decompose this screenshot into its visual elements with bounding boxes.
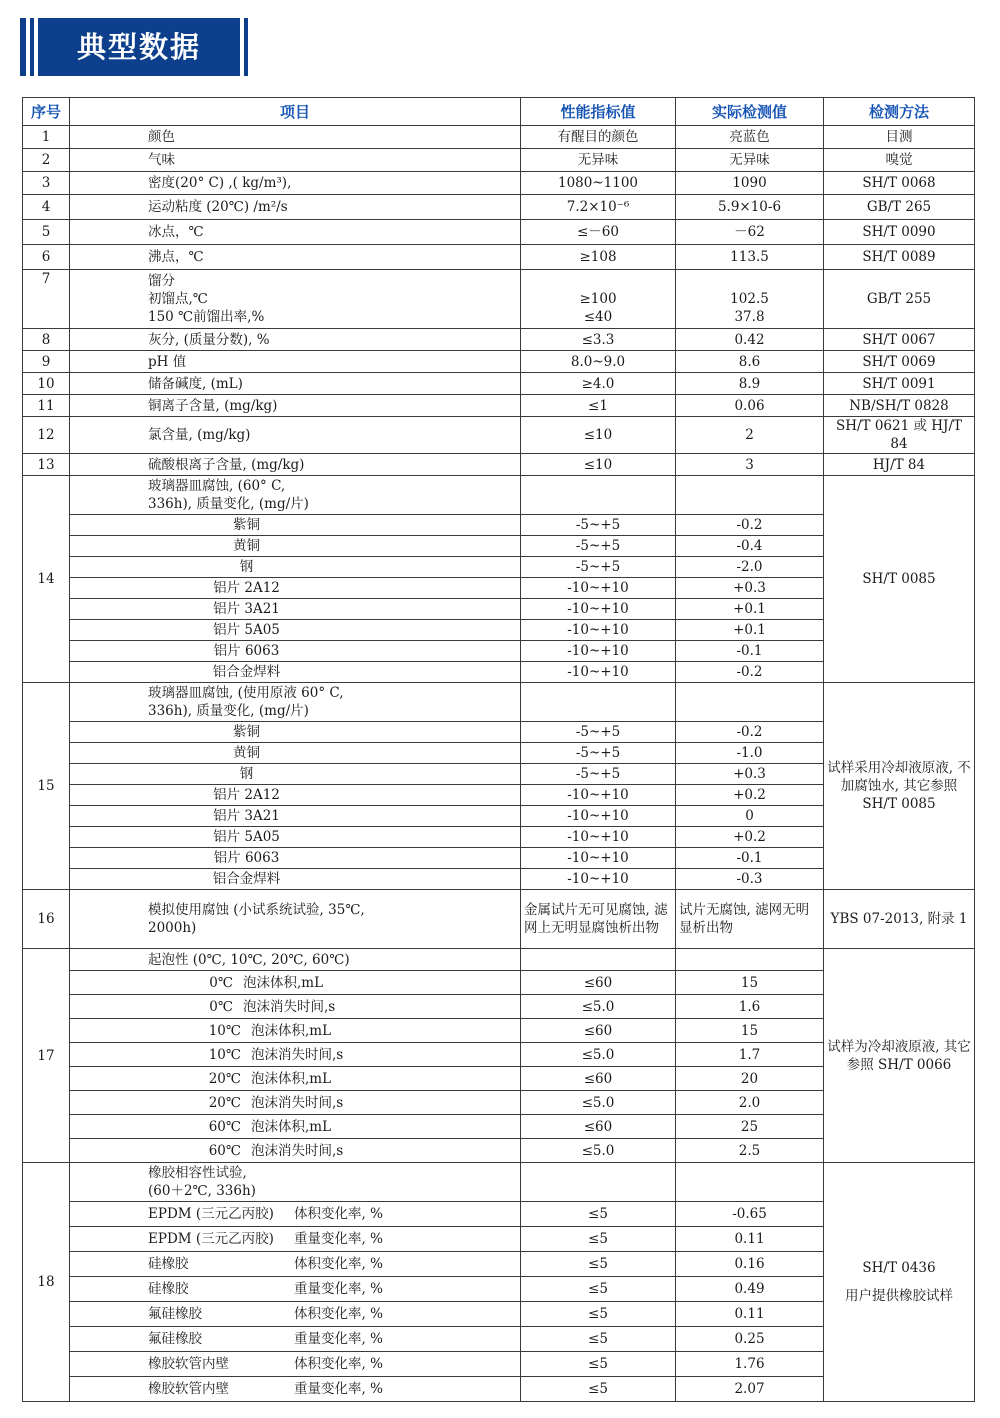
rubber-property: 重量变化率, % bbox=[294, 1381, 383, 1397]
row-number: 14 bbox=[23, 476, 70, 683]
method-cell: HJ/T 84 bbox=[824, 454, 975, 476]
item-cell: 运动粘度 (20℃) /m²/s bbox=[70, 195, 521, 220]
item-cell bbox=[70, 1091, 521, 1115]
actual-cell: 2.0 bbox=[676, 1091, 824, 1115]
actual-cell: +0.2 bbox=[676, 785, 824, 806]
actual-cell: 1.6 bbox=[676, 995, 824, 1019]
method-cell: 试样为冷却液原液, 其它参照 SH/T 0066 bbox=[824, 949, 975, 1163]
spec-cell: 7.2×10⁻⁶ bbox=[521, 195, 676, 220]
spec-cell: ≤5.0 bbox=[521, 1139, 676, 1163]
item-cell: 黄铜 bbox=[70, 743, 521, 764]
item-cell: pH 值 bbox=[70, 351, 521, 373]
actual-cell: 3 bbox=[676, 454, 824, 476]
row-number: 9 bbox=[23, 351, 70, 373]
item-cell: 铝片 3A21 bbox=[70, 599, 521, 620]
row-number: 2 bbox=[23, 149, 70, 172]
table-row bbox=[23, 220, 975, 245]
table-row bbox=[23, 683, 975, 722]
item-cell: 颜色 bbox=[70, 126, 521, 149]
actual-cell: 2.5 bbox=[676, 1139, 824, 1163]
actual-cell: +0.3 bbox=[676, 764, 824, 785]
row-number: 7 bbox=[23, 270, 70, 329]
spec-cell: ≤60 bbox=[521, 1067, 676, 1091]
temperature-label: 20℃ bbox=[208, 1094, 241, 1111]
spec-cell: -10~+10 bbox=[521, 620, 676, 641]
rubber-property: 体积变化率, % bbox=[294, 1356, 383, 1372]
measurement-label: 泡沫体积,mL bbox=[251, 1022, 332, 1039]
item-cell: 起泡性 (0℃, 10℃, 20℃, 60℃) bbox=[70, 949, 521, 971]
actual-cell: 0 bbox=[676, 806, 824, 827]
spec-cell: -10~+10 bbox=[521, 848, 676, 869]
method-cell: SH/T 0089 bbox=[824, 245, 975, 270]
row-number: 18 bbox=[23, 1163, 70, 1402]
item-cell bbox=[70, 1202, 521, 1227]
item-cell: 沸点，℃ bbox=[70, 245, 521, 270]
spec-cell: ≤5 bbox=[521, 1377, 676, 1402]
spec-cell bbox=[521, 1163, 676, 1202]
row-number: 1 bbox=[23, 126, 70, 149]
actual-cell: +0.2 bbox=[676, 827, 824, 848]
table-row bbox=[23, 373, 975, 395]
spec-cell: -10~+10 bbox=[521, 827, 676, 848]
item-cell: 黄铜 bbox=[70, 536, 521, 557]
spec-cell: 无异味 bbox=[521, 149, 676, 172]
actual-cell: 1.7 bbox=[676, 1043, 824, 1067]
spec-cell: ≤10 bbox=[521, 417, 676, 454]
row-number: 12 bbox=[23, 417, 70, 454]
actual-cell: 0.16 bbox=[676, 1252, 824, 1277]
item-cell: 硫酸根离子含量, (mg/kg) bbox=[70, 454, 521, 476]
table-row bbox=[23, 417, 975, 454]
item-cell: 钢 bbox=[70, 764, 521, 785]
rubber-property: 体积变化率, % bbox=[294, 1306, 383, 1322]
actual-cell bbox=[676, 949, 824, 971]
method-cell: SH/T 0091 bbox=[824, 373, 975, 395]
spec-cell: -10~+10 bbox=[521, 806, 676, 827]
table-row bbox=[23, 329, 975, 351]
item-cell bbox=[70, 1302, 521, 1327]
item-cell: 氯含量, (mg/kg) bbox=[70, 417, 521, 454]
item-cell: 紫铜 bbox=[70, 515, 521, 536]
actual-cell: 20 bbox=[676, 1067, 824, 1091]
item-cell bbox=[70, 1252, 521, 1277]
rubber-type: 硅橡胶 bbox=[148, 1256, 189, 1272]
spec-cell: 1080~1100 bbox=[521, 172, 676, 195]
method-cell: GB/T 255 bbox=[824, 270, 975, 329]
actual-cell: 0.49 bbox=[676, 1277, 824, 1302]
item-cell bbox=[70, 1327, 521, 1352]
temperature-label: 0℃ bbox=[209, 974, 233, 991]
item-cell: 玻璃器皿腐蚀, (使用原液 60° C, 336h), 质量变化, (mg/片) bbox=[70, 683, 521, 722]
actual-cell: -0.4 bbox=[676, 536, 824, 557]
table-row bbox=[23, 476, 975, 515]
spec-cell: -5~+5 bbox=[521, 764, 676, 785]
actual-cell: +0.1 bbox=[676, 599, 824, 620]
spec-cell: ≤5.0 bbox=[521, 1091, 676, 1115]
rubber-type: 橡胶软管内壁 bbox=[148, 1381, 229, 1397]
actual-cell: -0.65 bbox=[676, 1202, 824, 1227]
rubber-type: 氟硅橡胶 bbox=[148, 1306, 202, 1322]
actual-cell: 1.76 bbox=[676, 1352, 824, 1377]
table-row bbox=[23, 949, 975, 971]
method-standard: SH/T 0436 bbox=[862, 1260, 936, 1276]
header-accent-bar bbox=[30, 18, 34, 76]
rubber-property: 重量变化率, % bbox=[294, 1331, 383, 1347]
item-cell bbox=[70, 1067, 521, 1091]
method-cell: SH/T 0090 bbox=[824, 220, 975, 245]
actual-cell: －62 bbox=[676, 220, 824, 245]
actual-cell: -0.2 bbox=[676, 515, 824, 536]
spec-cell: -10~+10 bbox=[521, 599, 676, 620]
section-title: 典型数据 bbox=[76, 30, 201, 64]
actual-cell: 102.5 37.8 bbox=[676, 270, 824, 329]
method-cell bbox=[824, 1163, 975, 1402]
spec-cell: ≤60 bbox=[521, 1019, 676, 1043]
method-cell: NB/SH/T 0828 bbox=[824, 395, 975, 417]
table-row bbox=[23, 890, 975, 949]
temperature-label: 20℃ bbox=[208, 1070, 241, 1087]
table-row bbox=[23, 270, 975, 329]
column-header: 性能指标值 bbox=[521, 98, 676, 126]
item-cell: 紫铜 bbox=[70, 722, 521, 743]
temperature-label: 60℃ bbox=[208, 1118, 241, 1135]
spec-cell: ≤60 bbox=[521, 1115, 676, 1139]
item-cell: 橡胶相容性试验, (60＋2℃, 336h) bbox=[70, 1163, 521, 1202]
item-cell bbox=[70, 1352, 521, 1377]
header-accent-bar bbox=[244, 18, 248, 76]
spec-cell: ≥108 bbox=[521, 245, 676, 270]
method-cell: 目测 bbox=[824, 126, 975, 149]
method-cell: 试样采用冷却液原液, 不加腐蚀水, 其它参照 SH/T 0085 bbox=[824, 683, 975, 890]
spec-cell: ≤5.0 bbox=[521, 1043, 676, 1067]
spec-cell: -5~+5 bbox=[521, 515, 676, 536]
row-number: 16 bbox=[23, 890, 70, 949]
item-cell bbox=[70, 1043, 521, 1067]
method-cell: GB/T 265 bbox=[824, 195, 975, 220]
table-row bbox=[23, 172, 975, 195]
table-row bbox=[23, 454, 975, 476]
column-header: 实际检测值 bbox=[676, 98, 824, 126]
row-number: 8 bbox=[23, 329, 70, 351]
actual-cell: 0.06 bbox=[676, 395, 824, 417]
spec-cell: ≤5 bbox=[521, 1302, 676, 1327]
spec-cell: ≤－60 bbox=[521, 220, 676, 245]
actual-cell: -0.3 bbox=[676, 869, 824, 890]
spec-cell bbox=[521, 683, 676, 722]
actual-cell: 2 bbox=[676, 417, 824, 454]
table-row bbox=[23, 351, 975, 373]
measurement-label: 泡沫体积,mL bbox=[243, 974, 324, 991]
actual-cell: 试片无腐蚀, 滤网无明显析出物 bbox=[676, 890, 824, 949]
method-cell: SH/T 0085 bbox=[824, 476, 975, 683]
spec-cell: ≤5 bbox=[521, 1202, 676, 1227]
temperature-label: 60℃ bbox=[208, 1142, 241, 1159]
method-note: 用户提供橡胶试样 bbox=[845, 1288, 953, 1304]
actual-cell: 0.25 bbox=[676, 1327, 824, 1352]
row-number: 6 bbox=[23, 245, 70, 270]
actual-cell: 5.9×10-6 bbox=[676, 195, 824, 220]
actual-cell: -0.1 bbox=[676, 641, 824, 662]
spec-cell: -10~+10 bbox=[521, 869, 676, 890]
spec-cell: -5~+5 bbox=[521, 722, 676, 743]
actual-cell: -0.1 bbox=[676, 848, 824, 869]
spec-cell bbox=[521, 476, 676, 515]
row-number: 4 bbox=[23, 195, 70, 220]
table-row bbox=[23, 195, 975, 220]
rubber-type: 氟硅橡胶 bbox=[148, 1331, 202, 1347]
rubber-property: 重量变化率, % bbox=[294, 1231, 383, 1247]
actual-cell: 8.9 bbox=[676, 373, 824, 395]
actual-cell: 1090 bbox=[676, 172, 824, 195]
actual-cell: -2.0 bbox=[676, 557, 824, 578]
item-cell: 馏分 初馏点,℃ 150 ℃前馏出率,% bbox=[70, 270, 521, 329]
row-number: 10 bbox=[23, 373, 70, 395]
item-cell: 灰分, (质量分数), % bbox=[70, 329, 521, 351]
rubber-property: 体积变化率, % bbox=[294, 1256, 383, 1272]
actual-cell bbox=[676, 683, 824, 722]
temperature-label: 10℃ bbox=[208, 1046, 241, 1063]
item-cell: 储备碱度, (mL) bbox=[70, 373, 521, 395]
item-cell: 铝片 5A05 bbox=[70, 827, 521, 848]
item-cell: 铝片 2A12 bbox=[70, 578, 521, 599]
item-cell: 铜离子含量, (mg/kg) bbox=[70, 395, 521, 417]
actual-cell: 0.42 bbox=[676, 329, 824, 351]
temperature-label: 10℃ bbox=[208, 1022, 241, 1039]
spec-cell: ≤5 bbox=[521, 1227, 676, 1252]
item-cell: 铝合金焊料 bbox=[70, 662, 521, 683]
spec-cell: 金属试片无可见腐蚀, 滤网上无明显腐蚀析出物 bbox=[521, 890, 676, 949]
spec-cell: 有醒目的颜色 bbox=[521, 126, 676, 149]
actual-cell bbox=[676, 476, 824, 515]
table-row bbox=[23, 245, 975, 270]
spec-cell: -10~+10 bbox=[521, 662, 676, 683]
item-cell: 气味 bbox=[70, 149, 521, 172]
method-cell: SH/T 0069 bbox=[824, 351, 975, 373]
rubber-type: 硅橡胶 bbox=[148, 1281, 189, 1297]
item-cell: 密度(20° C) ,( kg/m³), bbox=[70, 172, 521, 195]
rubber-property: 体积变化率, % bbox=[294, 1206, 383, 1222]
actual-cell: +0.3 bbox=[676, 578, 824, 599]
item-cell bbox=[70, 995, 521, 1019]
method-cell: SH/T 0067 bbox=[824, 329, 975, 351]
table-row bbox=[23, 1163, 975, 1202]
spec-cell: ≤3.3 bbox=[521, 329, 676, 351]
spec-cell: ≥100 ≤40 bbox=[521, 270, 676, 329]
spec-cell: -5~+5 bbox=[521, 557, 676, 578]
item-cell bbox=[70, 1019, 521, 1043]
spec-cell: ≤60 bbox=[521, 971, 676, 995]
column-header: 序号 bbox=[23, 98, 70, 126]
item-cell: 铝片 5A05 bbox=[70, 620, 521, 641]
temperature-label: 0℃ bbox=[209, 998, 233, 1015]
spec-cell: -10~+10 bbox=[521, 785, 676, 806]
item-cell: 铝合金焊料 bbox=[70, 869, 521, 890]
actual-cell: 8.6 bbox=[676, 351, 824, 373]
spec-cell: ≤5 bbox=[521, 1327, 676, 1352]
item-cell: 铝片 3A21 bbox=[70, 806, 521, 827]
method-cell: SH/T 0621 或 HJ/T 84 bbox=[824, 417, 975, 454]
rubber-type: EPDM (三元乙丙胶) bbox=[148, 1231, 274, 1247]
row-number: 5 bbox=[23, 220, 70, 245]
spec-cell: 8.0~9.0 bbox=[521, 351, 676, 373]
column-header: 检测方法 bbox=[824, 98, 975, 126]
spec-cell: -10~+10 bbox=[521, 578, 676, 599]
row-number: 11 bbox=[23, 395, 70, 417]
table-header-row bbox=[23, 98, 975, 126]
measurement-label: 泡沫消失时间,s bbox=[251, 1142, 344, 1159]
table-row bbox=[23, 126, 975, 149]
row-number: 3 bbox=[23, 172, 70, 195]
measurement-label: 泡沫消失时间,s bbox=[243, 998, 336, 1015]
actual-cell: 亮蓝色 bbox=[676, 126, 824, 149]
spec-cell: -5~+5 bbox=[521, 743, 676, 764]
item-cell bbox=[70, 1277, 521, 1302]
measurement-label: 泡沫体积,mL bbox=[251, 1070, 332, 1087]
row-number: 17 bbox=[23, 949, 70, 1163]
actual-cell: 无异味 bbox=[676, 149, 824, 172]
actual-cell: -0.2 bbox=[676, 662, 824, 683]
item-cell: 铝片 2A12 bbox=[70, 785, 521, 806]
actual-cell: 0.11 bbox=[676, 1227, 824, 1252]
rubber-type: EPDM (三元乙丙胶) bbox=[148, 1206, 274, 1222]
actual-cell: -1.0 bbox=[676, 743, 824, 764]
actual-cell: 15 bbox=[676, 971, 824, 995]
spec-cell: ≥4.0 bbox=[521, 373, 676, 395]
measurement-label: 泡沫消失时间,s bbox=[251, 1046, 344, 1063]
item-cell: 冰点，℃ bbox=[70, 220, 521, 245]
spec-cell: ≤5 bbox=[521, 1352, 676, 1377]
spec-cell: ≤5.0 bbox=[521, 995, 676, 1019]
method-cell: 嗅觉 bbox=[824, 149, 975, 172]
actual-cell: 0.11 bbox=[676, 1302, 824, 1327]
actual-cell: +0.1 bbox=[676, 620, 824, 641]
method-cell: SH/T 0068 bbox=[824, 172, 975, 195]
measurement-label: 泡沫消失时间,s bbox=[251, 1094, 344, 1111]
header-accent-bar bbox=[20, 18, 26, 76]
spec-cell: ≤5 bbox=[521, 1252, 676, 1277]
actual-cell: -0.2 bbox=[676, 722, 824, 743]
item-cell: 铝片 6063 bbox=[70, 641, 521, 662]
rubber-type: 橡胶软管内壁 bbox=[148, 1356, 229, 1372]
spec-cell: ≤1 bbox=[521, 395, 676, 417]
measurement-label: 泡沫体积,mL bbox=[251, 1118, 332, 1135]
actual-cell: 15 bbox=[676, 1019, 824, 1043]
spec-cell: -10~+10 bbox=[521, 641, 676, 662]
actual-cell: 25 bbox=[676, 1115, 824, 1139]
typical-data-table bbox=[22, 97, 975, 1402]
table-row bbox=[23, 395, 975, 417]
item-cell bbox=[70, 1139, 521, 1163]
item-cell bbox=[70, 1377, 521, 1402]
item-cell: 玻璃器皿腐蚀, (60° C, 336h), 质量变化, (mg/片) bbox=[70, 476, 521, 515]
spec-cell bbox=[521, 949, 676, 971]
column-header: 项目 bbox=[70, 98, 521, 126]
spec-cell: -5~+5 bbox=[521, 536, 676, 557]
item-cell: 铝片 6063 bbox=[70, 848, 521, 869]
item-cell bbox=[70, 1115, 521, 1139]
table-row bbox=[23, 149, 975, 172]
row-number: 13 bbox=[23, 454, 70, 476]
spec-cell: ≤5 bbox=[521, 1277, 676, 1302]
actual-cell bbox=[676, 1163, 824, 1202]
item-cell: 钢 bbox=[70, 557, 521, 578]
method-cell: YBS 07-2013, 附录 1 bbox=[824, 890, 975, 949]
actual-cell: 2.07 bbox=[676, 1377, 824, 1402]
spec-cell: ≤10 bbox=[521, 454, 676, 476]
item-cell bbox=[70, 971, 521, 995]
row-number: 15 bbox=[23, 683, 70, 890]
actual-cell: 113.5 bbox=[676, 245, 824, 270]
rubber-property: 重量变化率, % bbox=[294, 1281, 383, 1297]
item-cell bbox=[70, 1227, 521, 1252]
item-cell: 模拟使用腐蚀 (小试系统试验, 35℃, 2000h) bbox=[70, 890, 521, 949]
